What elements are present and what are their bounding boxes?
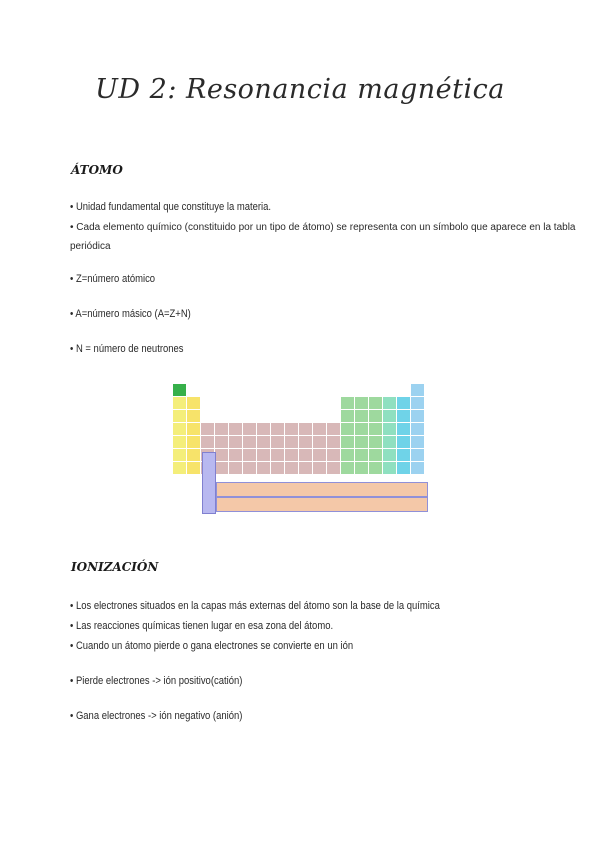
f-element-cell [304, 498, 317, 511]
element-cell [341, 436, 354, 448]
element-cell [299, 449, 312, 461]
element-cell [257, 449, 270, 461]
element-cell [229, 423, 242, 435]
element-cell [369, 384, 382, 396]
element-cell [397, 397, 410, 409]
element-cell [299, 462, 312, 474]
element-cell [271, 397, 284, 409]
element-cell [173, 423, 186, 435]
element-cell [383, 462, 396, 474]
element-cell [215, 423, 228, 435]
element-cell [271, 410, 284, 422]
element-cell [369, 449, 382, 461]
periodic-table-figure [171, 378, 429, 514]
element-cell [187, 436, 200, 448]
element-cell [243, 410, 256, 422]
section-heading-ionizacion: IONIZACIÓN [71, 560, 159, 574]
element-cell [271, 384, 284, 396]
element-cell [341, 410, 354, 422]
element-cell [369, 436, 382, 448]
element-cell [187, 462, 200, 474]
element-cell [285, 410, 298, 422]
element-cell [229, 410, 242, 422]
f-element-cell [388, 483, 401, 496]
bullet-line: • Z=número atómico [70, 273, 156, 285]
element-cell [257, 397, 270, 409]
element-cell [341, 423, 354, 435]
f-element-cell [234, 498, 247, 511]
element-cell [215, 436, 228, 448]
element-cell [299, 436, 312, 448]
f-element-cell [346, 498, 359, 511]
f-element-cell [416, 483, 429, 496]
element-cell [327, 449, 340, 461]
element-cell [229, 384, 242, 396]
element-cell [327, 397, 340, 409]
element-cell [341, 384, 354, 396]
f-element-cell [374, 498, 387, 511]
element-cell [243, 384, 256, 396]
element-cell [201, 410, 214, 422]
element-cell [173, 384, 186, 396]
element-cell [201, 384, 214, 396]
f-element-cell [332, 483, 345, 496]
f-element-cell [262, 498, 275, 511]
element-cell [271, 436, 284, 448]
bullet-line: • Pierde electrones -> ión positivo(catión) [70, 675, 243, 687]
element-cell [229, 397, 242, 409]
element-cell [215, 462, 228, 474]
element-cell [411, 384, 424, 396]
f-element-cell [388, 498, 401, 511]
f-element-cell [248, 483, 261, 496]
element-cell [411, 423, 424, 435]
element-cell [383, 384, 396, 396]
element-cell [271, 449, 284, 461]
element-cell [201, 436, 214, 448]
element-cell [355, 397, 368, 409]
element-cell [383, 397, 396, 409]
element-cell [271, 423, 284, 435]
lanthanide-connector [202, 452, 216, 514]
element-cell [215, 410, 228, 422]
f-element-cell [360, 483, 373, 496]
f-element-cell [402, 483, 415, 496]
element-cell [187, 384, 200, 396]
element-cell [243, 423, 256, 435]
bullet-line: • Los electrones situados en la capas más externas del átomo son la base de la química [70, 600, 440, 612]
element-cell [243, 436, 256, 448]
element-cell [355, 462, 368, 474]
element-cell [187, 410, 200, 422]
element-cell [257, 462, 270, 474]
f-element-cell [374, 483, 387, 496]
element-cell [313, 449, 326, 461]
element-cell [299, 384, 312, 396]
actinides-row [216, 497, 428, 512]
element-cell [313, 436, 326, 448]
element-cell [285, 384, 298, 396]
element-cell [313, 384, 326, 396]
bullet-line: • N = número de neutrones [70, 343, 184, 355]
element-cell [397, 436, 410, 448]
element-cell [243, 449, 256, 461]
f-element-cell [248, 498, 261, 511]
f-element-cell [220, 498, 233, 511]
element-cell [355, 410, 368, 422]
bullet-line: • Cada elemento químico (constituido por un tipo de átomo) se representa con un símbolo que aparece en la tabla periódica [70, 222, 576, 252]
element-cell [327, 410, 340, 422]
element-cell [327, 384, 340, 396]
element-cell [257, 410, 270, 422]
element-cell [313, 397, 326, 409]
element-cell [229, 436, 242, 448]
page-title: UD 2: Resonancia magnética [95, 74, 505, 105]
bullet-line: • Unidad fundamental que constituye la materia. [70, 201, 272, 213]
element-cell [355, 436, 368, 448]
element-cell [313, 423, 326, 435]
f-element-cell [332, 498, 345, 511]
element-cell [383, 449, 396, 461]
f-element-cell [262, 483, 275, 496]
element-cell [285, 423, 298, 435]
element-cell [411, 397, 424, 409]
element-cell [355, 423, 368, 435]
element-cell [383, 423, 396, 435]
f-element-cell [346, 483, 359, 496]
element-cell [397, 384, 410, 396]
element-cell [299, 397, 312, 409]
element-cell [173, 397, 186, 409]
lanthanides-row [216, 482, 428, 497]
f-element-cell [402, 498, 415, 511]
element-cell [397, 449, 410, 461]
bullet-line: • A=número másico (A=Z+N) [70, 308, 191, 320]
element-cell [411, 462, 424, 474]
element-cell [285, 449, 298, 461]
f-element-cell [234, 483, 247, 496]
element-cell [257, 423, 270, 435]
element-cell [313, 410, 326, 422]
element-cell [215, 449, 228, 461]
element-cell [411, 436, 424, 448]
element-cell [341, 449, 354, 461]
f-element-cell [416, 498, 429, 511]
element-cell [215, 384, 228, 396]
element-cell [327, 423, 340, 435]
element-cell [383, 410, 396, 422]
element-cell [383, 436, 396, 448]
f-element-cell [220, 483, 233, 496]
element-cell [341, 462, 354, 474]
element-cell [411, 449, 424, 461]
element-cell [173, 436, 186, 448]
element-cell [271, 462, 284, 474]
element-cell [369, 397, 382, 409]
element-cell [229, 449, 242, 461]
element-cell [299, 423, 312, 435]
element-cell [341, 397, 354, 409]
element-cell [313, 462, 326, 474]
section-heading-atomo: ÁTOMO [71, 163, 123, 177]
bullet-line: • Las reacciones químicas tienen lugar en esa zona del átomo. [70, 620, 334, 632]
element-cell [201, 397, 214, 409]
element-cell [229, 462, 242, 474]
element-cell [397, 423, 410, 435]
element-cell [257, 384, 270, 396]
element-cell [243, 397, 256, 409]
element-cell [173, 410, 186, 422]
f-element-cell [276, 483, 289, 496]
element-cell [355, 384, 368, 396]
element-cell [327, 436, 340, 448]
element-cell [187, 449, 200, 461]
element-cell [397, 462, 410, 474]
element-cell [257, 436, 270, 448]
element-cell [397, 410, 410, 422]
f-element-cell [276, 498, 289, 511]
f-element-cell [290, 483, 303, 496]
f-element-cell [318, 498, 331, 511]
element-cell [173, 462, 186, 474]
element-cell [327, 462, 340, 474]
element-cell [215, 397, 228, 409]
element-cell [243, 462, 256, 474]
f-element-cell [318, 483, 331, 496]
element-cell [187, 423, 200, 435]
element-cell [369, 410, 382, 422]
f-element-cell [290, 498, 303, 511]
bullet-line: • Gana electrones -> ión negativo (anión) [70, 710, 243, 722]
element-cell [299, 410, 312, 422]
element-cell [411, 410, 424, 422]
element-cell [285, 462, 298, 474]
element-cell [187, 397, 200, 409]
element-cell [285, 397, 298, 409]
element-cell [355, 449, 368, 461]
element-cell [285, 436, 298, 448]
f-element-cell [360, 498, 373, 511]
element-cell [201, 423, 214, 435]
bullet-line: • Cuando un átomo pierde o gana electrones se convierte en un ión [70, 640, 354, 652]
element-cell [369, 462, 382, 474]
element-cell [173, 449, 186, 461]
f-element-cell [304, 483, 317, 496]
element-cell [369, 423, 382, 435]
